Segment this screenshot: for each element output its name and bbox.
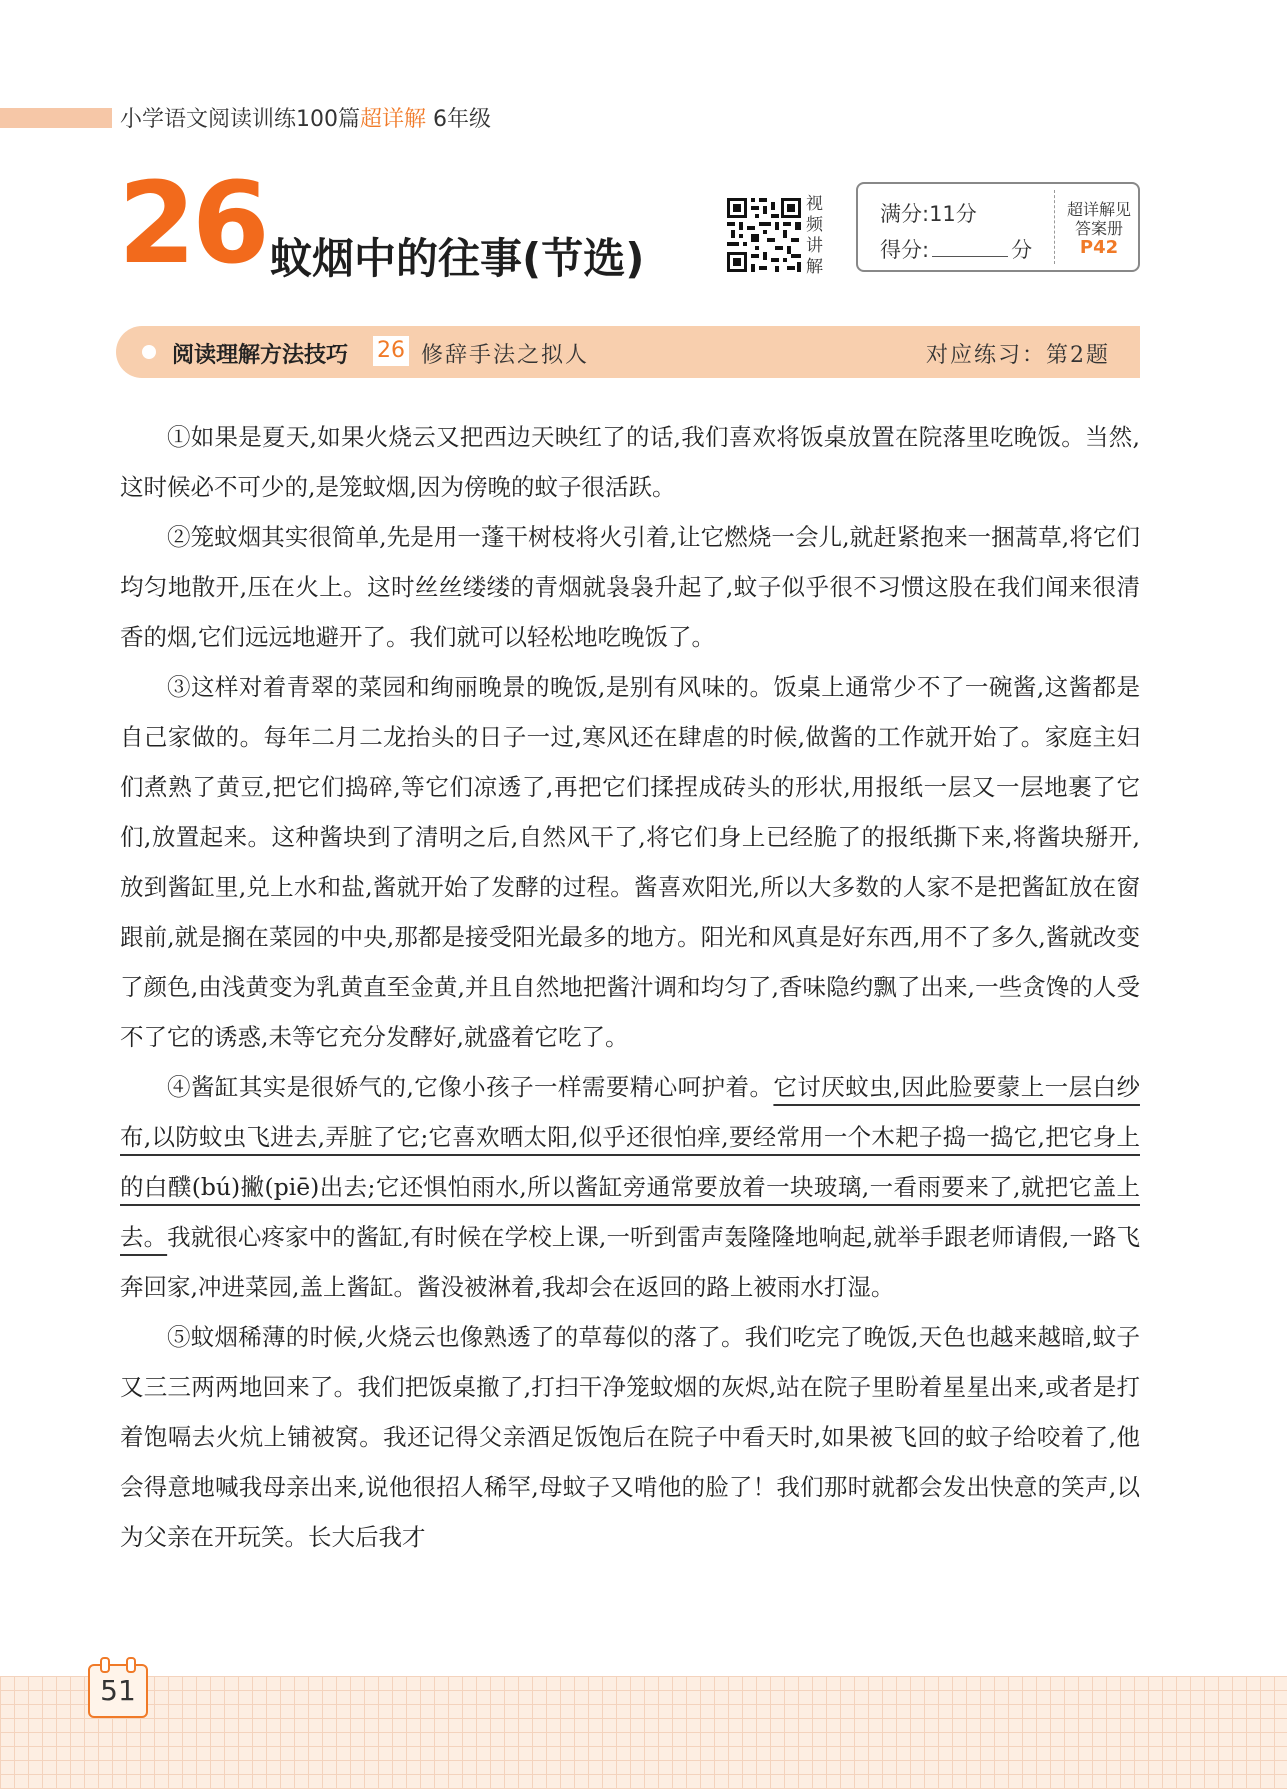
reading-passage [120, 412, 1140, 1562]
binder-ring-icon [126, 1657, 136, 1673]
method-tips-bar [116, 326, 1140, 378]
paragraph-1: ①如果是夏天,如果火烧云又把西边天映红了的话,我们喜欢将饭桌放置在院落里吃晚饭。当然,这时候必不可少的,是笼蚊烟,因为傍晚的蚊子很活跃。 [120, 423, 1140, 501]
binder-ring-icon [100, 1657, 110, 1673]
method-number: 26 [373, 336, 409, 366]
answer-ref-line2: 答案册 [1074, 219, 1123, 238]
answer-ref-page: P42 [1079, 237, 1119, 258]
book-title [120, 102, 491, 133]
score-unit: 分 [1011, 238, 1033, 262]
score-divider [1054, 190, 1055, 264]
header-accent-strip [0, 108, 112, 128]
bullet-dot-icon [142, 345, 156, 359]
score-blank[interactable] [932, 238, 1008, 257]
score-line [880, 234, 1032, 264]
paragraph-4 [120, 1062, 1140, 1312]
lesson-title: 蚊烟中的往事(节选) [270, 234, 645, 283]
method-label: 阅读理解方法技巧 [172, 343, 349, 368]
paragraph-5: ⑤蚊烟稀薄的时候,火烧云也像熟透了的草莓似的落了。我们吃完了晚饭,天色也越来越暗,蚊子又三三两两地回来了。我们把饭桌撤了,打扫干净笼蚊烟的灰烬,站在院子里盼着星星出来,或者是打着饱嗝去火炕上铺被窝。我还记得父亲酒足饭饱后在院子中看天时,如果被飞回的蚊子给咬着了,他会得意地喊我母亲出来,说他很招人稀罕,母蚊子又啃他的脸了！我们那时就都会发出快意的笑声,以为父亲在开玩笑。长大后我才 [120, 1323, 1140, 1551]
paragraph-2: ②笼蚊烟其实很简单,先是用一蓬干树枝将火引着,让它燃烧一会儿,就赶紧抱来一捆蒿草,将它们均匀地散开,压在火上。这时丝丝缕缕的青烟就袅袅升起了,蚊子似乎很不习惯这股在我们闻来很清香的烟,它们远远地避开了。我们就可以轻松地吃晚饭了。 [120, 523, 1140, 651]
qr-code-icon[interactable] [725, 196, 803, 274]
page-number [88, 1664, 148, 1718]
full-marks: 满分:11分 [880, 202, 977, 226]
lesson-number: 26 [118, 159, 266, 289]
footer-grid-band [0, 1676, 1287, 1789]
answer-reference [1060, 200, 1138, 257]
answer-ref-line1: 超详解见 [1066, 200, 1131, 219]
paragraph-4-rest: 我就很心疼家中的酱缸,有时候在学校上课,一听到雷声轰隆隆地响起,就举手跟老师请假,一路飞奔回家,冲进菜园,盖上酱缸。酱没被淋着,我却会在返回的路上被雨水打湿。 [120, 1223, 1140, 1301]
book-title-grade: 6年级 [433, 107, 492, 132]
qr-video-label: 视频讲解 [806, 194, 823, 277]
score-label: 得分: [880, 238, 930, 262]
score-box [856, 182, 1140, 272]
page-number-text: 51 [100, 1674, 136, 1707]
paragraph-4-intro: ④酱缸其实是很娇气的,它像小孩子一样需要精心呵护着。 [167, 1073, 774, 1101]
method-topic: 修辞手法之拟人 [421, 343, 590, 368]
book-title-main: 小学语文阅读训练100篇 [120, 107, 360, 132]
paragraph-4-underlined: 它讨厌蚊虫,因此脸要蒙上一层白纱布,以防蚊虫飞进去,弄脏了它;它喜欢晒太阳,似乎还很怕痒,要经常用一个木耙子捣一捣它,把它身上的白醭(bú)撇(piē)出去;它还惧怕雨水,所以酱缸旁通常要放着一块玻璃,一看雨要来了,就把它盖上去。 [120, 1073, 1140, 1251]
paragraph-3: ③这样对着青翠的菜园和绚丽晚景的晚饭,是别有风味的。饭桌上通常少不了一碗酱,这酱都是自己家做的。每年二月二龙抬头的日子一过,寒风还在肆虐的时候,做酱的工作就开始了。家庭主妇们煮熟了黄豆,把它们捣碎,等它们凉透了,再把它们揉捏成砖头的形状,用报纸一层又一层地裹了它们,放置起来。这种酱块到了清明之后,自然风干了,将它们身上已经脆了的报纸撕下来,将酱块掰开,放到酱缸里,兑上水和盐,酱就开始了发酵的过程。酱喜欢阳光,所以大多数的人家不是把酱缸放在窗跟前,就是搁在菜园的中央,那都是接受阳光最多的地方。阳光和风真是好东西,用不了多久,酱就改变了颜色,由浅黄变为乳黄直至金黄,并且自然地把酱汁调和均匀了,香味隐约飘了出来,一些贪馋的人受不了它的诱惑,未等它充分发酵好,就盛着它吃了。 [120, 673, 1140, 1051]
book-title-highlight: 超详解 [360, 107, 427, 132]
method-practice-ref: 对应练习：第2题 [926, 343, 1110, 368]
